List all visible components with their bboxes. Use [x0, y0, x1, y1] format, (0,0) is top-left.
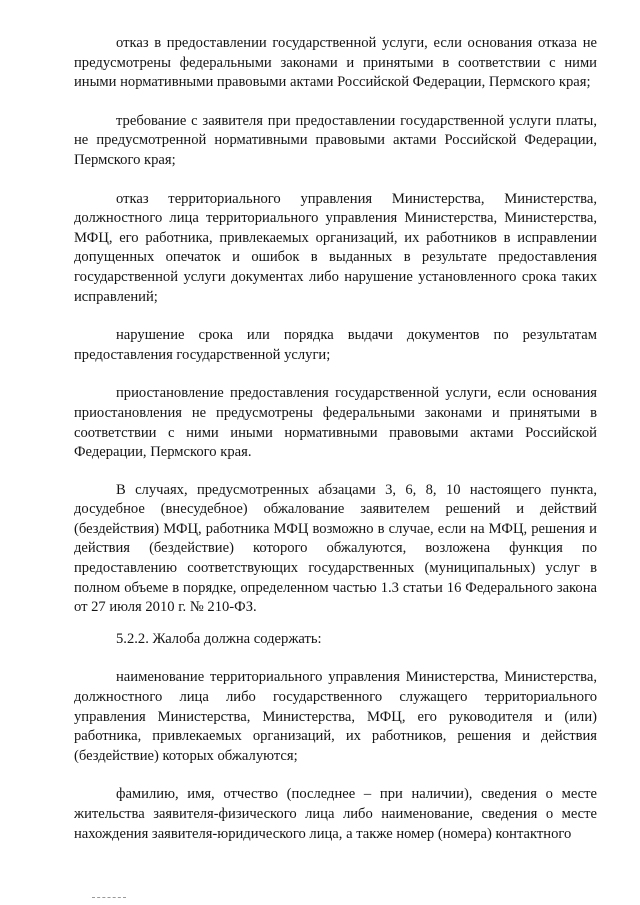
paragraph-fee-requirement: требование с заявителя при предоставлении государственной услуги платы, не предусмотренной нормативными правовыми актами Российской Федерации, Пермского края;	[74, 112, 597, 168]
paragraph-issuance-violation: нарушение срока или порядка выдачи документов по результатам предоставления государственной услуги;	[74, 327, 597, 363]
paragraph-refusal-grounds: отказ в предоставлении государственной услуги, если основания отказа не предусмотрены федеральными законами и принятыми в соответствии с ними иными нормативными правовыми актами Российской Федерации, Пермского края;	[74, 35, 597, 91]
paragraph-mfc-appeal: В случаях, предусмотренных абзацами 3, 6, 8, 10 настоящего пункта, досудебное (внесудебное) обжалование заявителем решений и действий (бездействия) МФЦ, работника МФЦ возможно в случае, если на МФЦ, решения и действия (бездействие) которого обжалуются, возложена функция по предоставлению соответствующих государственных (муниципальных) услуг в полном объеме в порядке, определенном частью 1.3 статьи 16 Федерального закона от 27 июля 2010 г. № 210-ФЗ.	[74, 481, 597, 616]
paragraph-correction-refusal: отказ территориального управления Министерства, Министерства, должностного лица территориального управления Министерства, Министерства, МФЦ, его работника, привлекаемых организаций, их работников в исправлении допущенных опечаток и ошибок в выданных в результате предоставления государственной услуги документах либо нарушение установленного срока таких исправлений;	[74, 190, 597, 305]
paragraph-suspension: приостановление предоставления государственной услуги, если основания приостановления не предусмотрены федеральными законами и принятыми в соответствии с ними иными нормативными правовыми актами Российской Федерации, Пермского края.	[74, 385, 597, 461]
paragraph-complaint-heading: 5.2.2. Жалоба должна содержать:	[116, 630, 322, 647]
paragraph-complaint-name: наименование территориального управления Министерства, Министерства, должностного лица либо государственного служащего территориального управления Министерства, Министерства, МФЦ, его руководителя и (или) работника, привлекаемых организаций, их работников, решения и действия (бездействие) которых обжалуются;	[74, 669, 597, 764]
document-body	[74, 34, 597, 844]
paragraph-complaint-applicant: фамилию, имя, отчество (последнее – при наличии), сведения о месте жительства заявителя-физического лица либо наименование, сведения о месте нахождения заявителя-юридического лица, а также номер (номера) контактного	[74, 786, 597, 842]
scan-artifact-line	[92, 897, 126, 899]
